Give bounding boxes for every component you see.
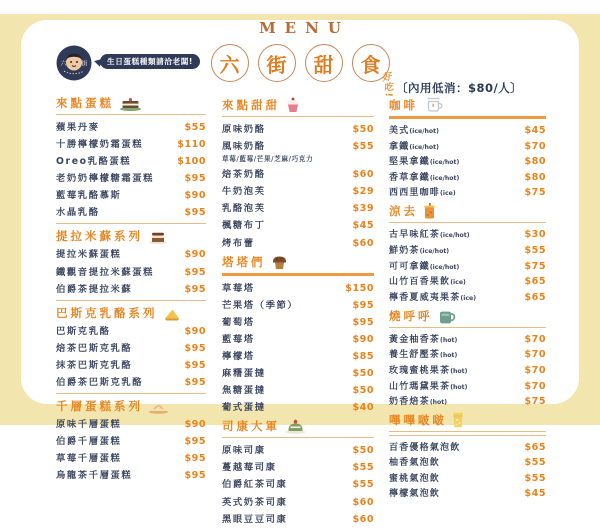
item-name: 抹茶巴斯克乳酪 [56, 359, 133, 371]
item-serving-suffix: (ice) [440, 190, 456, 198]
item-price: $95 [352, 316, 374, 328]
section-header [222, 97, 374, 113]
item-name: 伯爵茶巴斯克乳酪 [56, 376, 144, 388]
menu-item [389, 243, 546, 256]
item-name: 美式(ice/hot) [389, 126, 439, 136]
cake-icon [119, 97, 142, 111]
menu-item [222, 442, 374, 456]
item-price: $45 [352, 220, 374, 232]
item-price: $45 [524, 125, 546, 136]
menu-item [389, 227, 546, 240]
item-name: 原味千層蛋糕 [56, 418, 122, 430]
menu-item [56, 467, 206, 481]
item-price: $29 [352, 186, 374, 198]
menu-item [56, 136, 206, 150]
item-serving-suffix: (ice/hot) [409, 143, 439, 151]
section-divider [389, 327, 546, 328]
menu-item [56, 170, 206, 184]
item-name: 牛奶泡芙 [222, 186, 266, 198]
item-name: 乳酪泡芙 [222, 203, 266, 215]
item-name: 養生舒壓茶(hot) [389, 350, 458, 361]
item-name: 草莓塔 [222, 282, 255, 294]
brand-char: 街 [266, 52, 287, 77]
item-price: $95 [184, 173, 206, 185]
item-serving-suffix: (hot) [450, 383, 468, 391]
menu-item [222, 121, 374, 135]
item-price: $45 [524, 488, 546, 500]
item-name: 提拉米蘇蛋糕 [56, 249, 122, 261]
menu-section [389, 97, 546, 198]
birthday-cake-badge: 生日蛋糕種類請洽老闆! [100, 54, 200, 69]
menu-section [56, 300, 206, 388]
menu-item [56, 281, 206, 295]
menu-column-middle [222, 96, 374, 530]
menu-item [222, 348, 374, 362]
menu-column-left [56, 94, 206, 486]
scone-icon [285, 418, 306, 434]
menu-section [222, 418, 374, 524]
section-header [389, 203, 546, 219]
section-divider [222, 116, 374, 117]
menu-item [389, 185, 546, 198]
item-name: 原味奶酪 [222, 124, 266, 135]
item-price: $55 [352, 479, 374, 491]
item-name: 芒果塔（季節） [222, 299, 299, 311]
menu-item [56, 450, 206, 464]
menu-item [56, 264, 206, 278]
item-name: 藍莓乳酪慕斯 [56, 190, 122, 202]
menu-item [389, 290, 546, 303]
item-price: $110 [177, 139, 206, 151]
brand-char: 甜 [313, 52, 334, 77]
item-price: $55 [524, 472, 546, 484]
menu-section [389, 308, 546, 407]
menu-item [56, 433, 206, 447]
item-price: $95 [352, 299, 374, 311]
svg-text:六: 六 [60, 60, 67, 68]
item-price: $70 [524, 349, 546, 361]
menu-item [389, 274, 546, 287]
section-title: 來點甜甜 [222, 98, 280, 112]
menu-item [56, 340, 206, 354]
item-name: 蘋果丹麥 [56, 122, 100, 133]
item-price: $95 [184, 283, 206, 295]
menu-item [389, 486, 546, 499]
menu-section [56, 95, 206, 218]
item-name: 山竹瑪黛果茶(hot) [389, 381, 468, 392]
item-price: $55 [524, 457, 546, 469]
item-name: 楓糖布丁 [222, 220, 266, 232]
item-name: 黑眼豆豆司康 [222, 513, 288, 525]
section-divider [389, 116, 546, 119]
item-price: $150 [345, 282, 374, 294]
item-price: $65 [524, 441, 546, 453]
menu-item [389, 363, 546, 376]
item-serving-suffix: (ice/hot) [429, 159, 460, 167]
item-name: 奶香焙茶(hot) [389, 397, 448, 408]
brand-char-circle [305, 44, 343, 82]
item-name: 檸檬氣泡飲 [389, 489, 441, 500]
item-name: 焙茶奶酪 [222, 169, 266, 181]
menu-item [222, 183, 374, 197]
handwritten-tasty-note: 好吃! [378, 71, 395, 100]
section-divider [56, 393, 206, 394]
menu-item [389, 139, 546, 152]
section-divider [222, 273, 374, 276]
menu-item [222, 280, 374, 294]
section-title: 咖啡 [389, 98, 418, 112]
tiramisu-icon [148, 230, 168, 244]
brand-char: 食 [360, 52, 381, 77]
section-header [389, 308, 546, 324]
item-name: 古早味紅茶(ice/hot) [389, 230, 470, 241]
item-serving-suffix: (ice/hot) [429, 174, 460, 182]
section-header [389, 97, 546, 113]
item-price: $90 [184, 418, 206, 430]
section-title: 涼去 [389, 204, 418, 219]
item-name: 伯爵茶提拉米蘇 [56, 283, 133, 295]
menu-item [222, 166, 374, 180]
item-price: $55 [352, 141, 374, 153]
shop-logo-icon [56, 45, 92, 81]
menu-item [222, 297, 374, 311]
brand-char-circle [258, 44, 296, 82]
section-title: 燒呼呼 [389, 308, 433, 323]
soda-icon [452, 412, 464, 428]
item-price: $90 [352, 333, 374, 345]
section-title: 司康大軍 [222, 419, 280, 434]
item-price: $80 [524, 156, 546, 168]
menu-item [389, 471, 546, 484]
menu-item [389, 154, 546, 167]
item-price: $30 [524, 229, 546, 241]
item-price: $40 [352, 402, 374, 414]
item-name: 拿鐵(ice/hot) [389, 141, 439, 152]
menu-item [389, 455, 546, 468]
section-header [389, 412, 546, 428]
item-price: $60 [352, 237, 374, 249]
menu-item [56, 246, 206, 260]
item-name: 風味奶酪 [222, 141, 266, 153]
item-price: $75 [524, 260, 546, 272]
item-name: 英式奶茶司康 [222, 496, 288, 508]
item-name: 柚香氣泡飲 [389, 458, 441, 469]
mug-icon [438, 309, 456, 324]
item-name: 檸檬塔 [222, 350, 255, 362]
item-price: $85 [352, 350, 374, 362]
item-price: $70 [524, 364, 546, 376]
item-serving-suffix: (ice/hot) [409, 128, 439, 135]
menu-item [222, 382, 374, 396]
section-divider [56, 223, 206, 224]
item-serving-suffix: (hot) [440, 336, 458, 344]
section-title: 千層蛋糕系列 [56, 398, 143, 413]
menu-section [222, 97, 374, 249]
item-name: 檸香夏威夷果茶(ice) [389, 292, 477, 303]
item-name: 巴斯克乳酪 [56, 325, 111, 337]
section-header [56, 228, 206, 244]
section-divider [389, 222, 546, 223]
item-price: $60 [352, 169, 374, 181]
item-price: $70 [524, 333, 546, 345]
item-price: $50 [352, 368, 374, 380]
item-serving-suffix: (ice) [450, 279, 466, 287]
item-name: 蔓越莓司康 [222, 462, 277, 474]
menu-item [56, 153, 206, 167]
item-name: 藍莓塔 [222, 333, 255, 345]
menu-item [222, 217, 374, 231]
section-divider [389, 431, 546, 435]
item-price: $95 [184, 470, 206, 482]
item-price: $60 [352, 496, 374, 508]
section-header [56, 305, 206, 321]
brand-char: 六 [219, 52, 240, 77]
muffin-icon [271, 254, 288, 270]
menu-item [389, 123, 546, 136]
menu-item [222, 138, 374, 152]
item-serving-suffix: (ice/hot) [419, 247, 450, 255]
item-price: $90 [184, 249, 206, 261]
item-price: $95 [184, 359, 206, 371]
crepe-icon [148, 401, 169, 414]
section-divider [222, 437, 374, 438]
menu-item [222, 314, 374, 328]
item-serving-suffix: (ice) [460, 294, 477, 302]
item-name: 焦糖蛋撻 [222, 385, 266, 397]
item-price: $75 [524, 396, 546, 408]
menu-item [56, 119, 206, 133]
item-name: 烤布蕾 [222, 237, 255, 249]
item-serving-suffix: (hot) [450, 367, 468, 375]
coffee-icon [423, 97, 446, 113]
menu-item [389, 259, 546, 272]
item-name: 香草拿鐵(ice/hot) [389, 172, 460, 183]
menu-item [389, 379, 546, 392]
menu-item [389, 332, 546, 345]
section-header [222, 254, 374, 270]
item-name: 老奶奶檸檬糖霜蛋糕 [56, 173, 155, 185]
item-name: 伯爵紅茶司康 [222, 479, 288, 491]
menu-item [222, 235, 374, 249]
menu-item [56, 204, 206, 218]
menu-item [389, 394, 546, 407]
item-price: $65 [524, 291, 546, 303]
menu-item [222, 399, 374, 413]
item-price: $60 [352, 513, 374, 525]
cupcake-icon [285, 97, 301, 113]
item-name: 堅果拿鐵(ice/hot) [389, 157, 460, 168]
cheesecake-icon [163, 308, 181, 321]
item-name: 百香優格氣泡飲 [389, 442, 461, 453]
item-price: $90 [184, 325, 206, 337]
brand-char-circle [211, 44, 249, 82]
item-serving-suffix: (ice/hot) [429, 263, 460, 271]
menu-item [222, 476, 374, 490]
item-name: 伯爵千層蛋糕 [56, 436, 122, 448]
minimum-charge-note: 〔內用低消：$80/人〕 [396, 81, 523, 95]
section-title: 嗶嗶啵啵 [389, 413, 447, 428]
menu-item [56, 323, 206, 337]
item-price: $90 [184, 190, 206, 202]
section-divider [56, 114, 206, 115]
menu-item [56, 357, 206, 371]
menu-item [222, 494, 374, 508]
item-price: $50 [352, 124, 374, 135]
item-price: $95 [184, 436, 206, 448]
item-name: 蜜桃氣泡飲 [389, 473, 441, 484]
menu-column-right [389, 96, 546, 504]
iced-drink-icon [423, 203, 436, 219]
section-divider [56, 300, 206, 301]
item-name: 山竹百香果飲(ice) [389, 277, 466, 288]
item-name: 烏龍茶千層蛋糕 [56, 470, 133, 482]
section-title: 來點蛋糕 [56, 96, 114, 110]
menu-title: MENU [259, 19, 350, 37]
item-price: $70 [524, 140, 546, 152]
menu-item [389, 347, 546, 360]
item-price: $50 [352, 445, 374, 457]
item-name: 鐵觀音提拉米蘇蛋糕 [56, 266, 155, 278]
section-title: 巴斯克乳酪系列 [56, 305, 158, 320]
item-price: $70 [524, 380, 546, 392]
menu-item [222, 331, 374, 345]
item-name: 鮮奶茶(ice/hot) [389, 245, 450, 256]
item-price: $95 [184, 266, 206, 278]
item-name: 可可拿鐵(ice/hot) [389, 261, 460, 272]
item-name: 黃金柚香茶(hot) [389, 334, 458, 345]
menu-item [56, 187, 206, 201]
section-title: 塔塔們 [222, 254, 266, 269]
section-header [222, 418, 374, 434]
item-price: $95 [184, 342, 206, 354]
menu-item [56, 416, 206, 430]
section-header [56, 398, 206, 414]
menu-item [222, 200, 374, 214]
menu-section [56, 393, 206, 481]
item-price: $65 [524, 276, 546, 288]
item-name: 麻糬蛋撻 [222, 368, 266, 380]
item-serving-suffix: (hot) [440, 352, 458, 360]
item-name: Oreo乳酪蛋糕 [56, 156, 132, 168]
item-name: 焙茶巴斯克乳酪 [56, 342, 133, 354]
menu-section [389, 412, 546, 499]
item-price: $80 [524, 171, 546, 183]
item-name: 葡萄塔 [222, 316, 255, 328]
item-price: $100 [177, 156, 206, 168]
section-header [56, 95, 206, 111]
item-price: $39 [352, 203, 374, 215]
item-name: 水晶乳酪 [56, 207, 100, 219]
menu-section [222, 254, 374, 414]
item-serving-suffix: (hot) [429, 399, 448, 407]
section-title: 提拉米蘇系列 [56, 229, 143, 244]
item-price: $95 [184, 453, 206, 465]
item-name: 十勝檸檬奶霜蛋糕 [56, 139, 144, 151]
item-name: 葡式蛋撻 [222, 402, 266, 414]
item-flavor-note: 草莓/藍莓/芒果/芝麻/巧克力 [222, 155, 314, 164]
item-price: $75 [524, 187, 546, 199]
menu-section [56, 223, 206, 294]
item-serving-suffix: (ice/hot) [440, 232, 470, 240]
menu-item [389, 440, 546, 453]
menu-item [222, 365, 374, 379]
menu-item [389, 170, 546, 183]
item-price: $50 [352, 385, 374, 397]
svg-text:街: 街 [81, 60, 88, 68]
item-price: $55 [184, 122, 206, 133]
menu-section [389, 203, 546, 302]
menu-item [222, 459, 374, 473]
item-price: $95 [184, 376, 206, 388]
item-name: 西西里咖啡(ice) [389, 188, 456, 199]
item-name: 原味司康 [222, 445, 266, 457]
menu-item [222, 511, 374, 525]
item-name: 玫瑰蜜桃果茶(hot) [389, 365, 468, 376]
item-name: 草莓千層蛋糕 [56, 453, 122, 465]
menu-item [56, 374, 206, 388]
item-price: $95 [184, 207, 206, 219]
item-price: $55 [352, 462, 374, 474]
item-price: $55 [524, 244, 546, 256]
